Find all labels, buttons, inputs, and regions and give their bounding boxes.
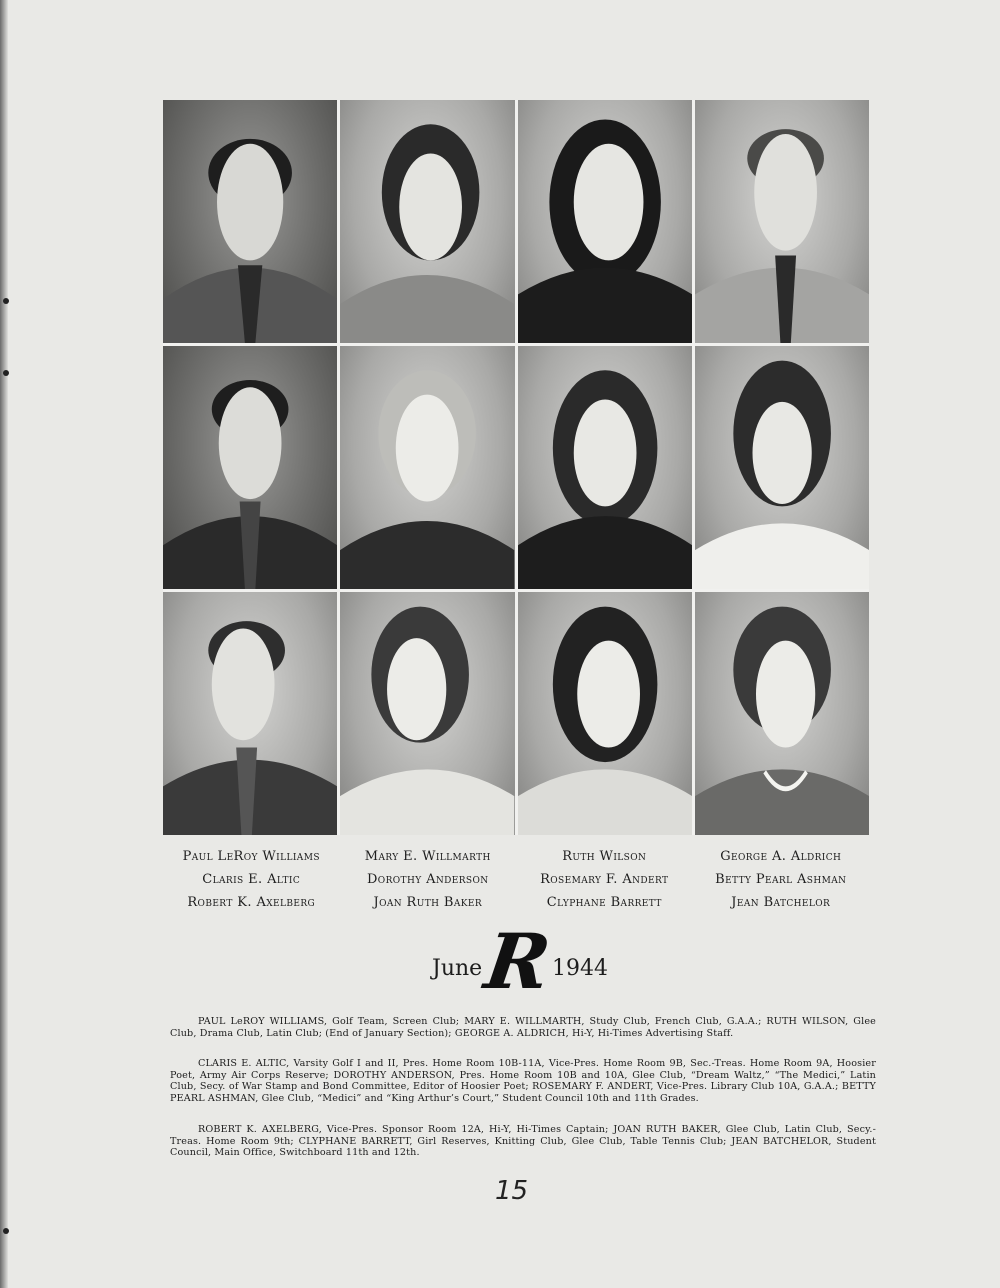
portrait-photo <box>695 592 869 835</box>
section-heading <box>430 917 610 1006</box>
portrait-caption: Mary E. Willmarth <box>364 849 491 864</box>
name-column <box>693 845 870 914</box>
portrait-photo <box>163 592 337 835</box>
portrait-photo <box>340 346 514 589</box>
portrait-caption: Jean Batchelor <box>731 895 831 910</box>
portrait-caption: Paul LeRoy Williams <box>182 849 320 864</box>
portrait-photo <box>518 100 692 343</box>
portrait-caption: Joan Ruth Baker <box>373 895 483 910</box>
page-binding-edge <box>0 0 8 1288</box>
binder-hole <box>3 298 9 304</box>
portrait-photo <box>163 100 337 343</box>
biography-paragraph: PAUL LeROY WILLIAMS, Golf Team, Screen Club; MARY E. WILLMARTH, Study Club, French Club, G.A.A.; RUTH WILSON, Glee Club, Drama Club, Latin Club; (End of January Section); GEORGE A. ALDRICH, Hi-Y, Hi-Times Advertising Staff. <box>170 1016 876 1039</box>
portrait-name-list <box>163 845 869 914</box>
portrait-caption: Clyphane Barrett <box>546 895 662 910</box>
page-number: 15 <box>495 1176 529 1206</box>
biography-paragraph: ROBERT K. AXELBERG, Vice-Pres. Sponsor Room 12A, Hi-Y, Hi-Times Captain; JOAN RUTH BAKER, Glee Club, Latin Club, Secy.-Treas. Home Room 9th; CLYPHANE BARRETT, Girl Reserves, Knitting Club, Glee Club, Table Tennis Club; JEAN BATCHELOR, Student Council, Main Office, Switchboard 11th and 12th. <box>170 1124 876 1159</box>
portrait-caption: Robert K. Axelberg <box>187 895 316 910</box>
portrait-caption: Dorothy Anderson <box>366 872 489 887</box>
portrait-caption: Ruth Wilson <box>562 849 647 864</box>
portrait-caption: George A. Aldrich <box>720 849 842 864</box>
heading-year: 1944 <box>552 956 608 981</box>
portrait-caption: Betty Pearl Ashman <box>715 872 847 887</box>
portrait-caption: Rosemary F. Andert <box>540 872 669 887</box>
portrait-photo <box>695 346 869 589</box>
binder-hole <box>3 1228 9 1234</box>
heading-script-letter: R <box>479 917 556 1006</box>
portrait-grid <box>163 100 869 835</box>
portrait-caption: Claris E. Altic <box>202 872 301 887</box>
name-column <box>516 845 693 914</box>
biography-paragraph: CLARIS E. ALTIC, Varsity Golf I and II, Pres. Home Room 10B-11A, Vice-Pres. Home Room 9B, Sec.-Treas. Home Room 9A, Hoosier Poet, Army Air Corps Reserve; DOROTHY ANDERSON, Pres. Home Room 10B and 10A, Glee Club, “Dream Waltz,” “The Medici,” Latin Club, Secy. of War Stamp and Bond Committee, Editor of Hoosier Poet; ROSEMARY F. ANDERT, Vice-Pres. Library Club 10A, G.A.A.; BETTY PEARL ASHMAN, Glee Club, “Medici” and “King Arthur’s Court,” Student Council 10th and 11th Grades. <box>170 1058 876 1104</box>
name-column <box>163 845 340 914</box>
name-column <box>340 845 517 914</box>
portrait-photo <box>340 100 514 343</box>
portrait-photo <box>163 346 337 589</box>
portrait-photo <box>695 100 869 343</box>
portrait-photo <box>518 346 692 589</box>
portrait-photo <box>340 592 514 835</box>
binder-hole <box>3 370 9 376</box>
heading-month: June <box>432 956 483 981</box>
portrait-photo <box>518 592 692 835</box>
